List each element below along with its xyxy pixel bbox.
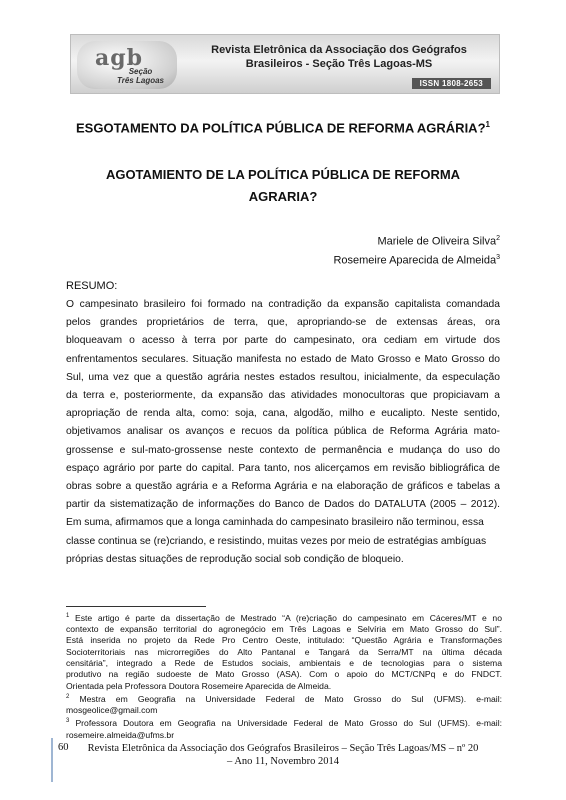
- footnote-email[interactable]: mosgeolice@gmail.com: [66, 705, 158, 716]
- footnote-email[interactable]: rosemeire.almeida@ufms.br: [66, 729, 175, 740]
- logo-mark: agb: [95, 45, 144, 71]
- footnote-line: $^1$ Este artigo é parte da dissertação de Mestrado “A (re)criação do campesinato em Cáceres/MT e no: [66, 612, 502, 623]
- authors: [333, 231, 500, 268]
- abstract-line: partir da sistematização de informações do Banco de Dados do DATALUTA (2005 – 2012).: [66, 499, 500, 511]
- abstract-body: [66, 296, 500, 569]
- footnote-line: $^2$ Mestra em Geografia na Universidade Federal de Mato Grosso do Sul (UFMS). e-mail:: [66, 693, 502, 704]
- abstract-line: espaço agrário por parte do capital. Para tanto, nos alicerçamos em revisão bibliográfica de: [66, 462, 500, 474]
- abstract-line: da terra e, posteriormente, da expansão das atividades monocultoras que propiciavam a: [66, 390, 500, 402]
- footnote-line: produtivo na região sudoeste de Mato Grosso (ASA). Com o apoio do MCT/CNPq e do FNDCT.: [66, 669, 502, 680]
- abstract-line: O campesinato brasileiro foi formado na contradição da expansão capitalista comandada: [66, 299, 500, 310]
- abstract-line: apropriação de renda alta, como: soja, cana, algodão, milho e eucalipto. Neste sentido,: [66, 408, 500, 420]
- footnote-line: contexto de expansão territorial do agronegócio em Três Lagoas e Selvíria em Mato Grosso do Sul”.: [66, 624, 502, 635]
- abstract-line: obras sobre a questão agrária e a Reforma Agrária e na elaboração de gráficos e tabelas a: [66, 481, 500, 493]
- page-number: 60: [58, 742, 69, 753]
- footnotes: [66, 611, 502, 741]
- footnote-separator: [66, 606, 206, 607]
- abstract-line: enfrentamentos seculares. Situação manifesta no estado de Mato Grosso e Mato Grosso do: [66, 353, 500, 365]
- author-2: Rosemeire Aparecida de Almeida$^3$: [333, 253, 500, 267]
- footer-accent-bar: [51, 738, 53, 782]
- author-1: Mariele de Oliveira Silva$^2$: [377, 235, 500, 248]
- footnote-line: Socioterritoriais nas microrregiões do Alto Pantanal e Tangará da Serra/MT na última década: [66, 646, 502, 657]
- abstract-heading: RESUMO:: [66, 280, 118, 292]
- journal-title: Revista Eletrônica da Associação dos Geógrafos Brasileiros - Seção Três Lagoas-MS: [211, 44, 467, 70]
- abstract-line: grossense e sul-mato-grossense neste contexto de permanência e mudança do uso do: [66, 444, 500, 456]
- running-footer: Revista Eletrônica da Associação dos Geógrafos Brasileiros – Seção Três Lagoas/MS – nº 20 – Ano 11, Novembro 2014: [87, 743, 479, 767]
- abstract-line: pelos grandes proprietários de terra, que, apropriando-se de extensas áreas, ora: [66, 317, 500, 329]
- footnote-line: censitária”, integrado a Rede de Estudos sociais, ambientais e de tecnologias para o sistema: [66, 658, 502, 669]
- logo-subtitle: Seção Três Lagoas: [117, 67, 164, 85]
- abstract-line: Sul, uma vez que a questão agrária nestes estados resultou, inicialmente, da especulação: [66, 371, 500, 383]
- abstract-line: Em suma, afirmamos que a longa caminhada do campesinato brasileiro não terminou, essa: [66, 517, 484, 529]
- abstract-line: próprias destas situações de reprodução social sob condição de bloqueio.: [66, 553, 404, 565]
- footnote-ref-1: 1: [485, 120, 490, 129]
- abstract-line: objetivamos analisar os avanços e recuos da política pública de Reforma Agrária mato-: [66, 426, 500, 438]
- footnote-line: Está inserida no projeto da Rede Pro Centro Oeste, intitulado: “Questão Agrária e Transformações: [66, 635, 502, 646]
- journal-banner: [70, 34, 500, 94]
- issn-badge: ISSN 1808-2653: [412, 78, 491, 89]
- abstract-line: bloqueavam o acesso à terra por parte do campesinato, ora cediam em virtude dos: [66, 335, 500, 347]
- article-title-pt: ESGOTAMENTO DA POLÍTICA PÚBLICA DE REFORMA AGRÁRIA?$^1$: [76, 120, 490, 136]
- abstract-line: classe continua se (re)criando, e resistindo, muitas vezes por meio de estratégias ambíguas: [66, 535, 487, 547]
- footnote-line: Orientada pela Professora Doutora Rosemeire Aparecida de Almeida.: [66, 680, 332, 691]
- article-title-es: AGOTAMIENTO DE LA POLÍTICA PÚBLICA DE REFORMA AGRARIA?: [105, 167, 461, 204]
- footnote-line: $^3$ Professora Doutora em Geografia na Universidade Federal de Mato Grosso do Sul (UFMS). e-mail:: [66, 718, 502, 729]
- agb-logo: [77, 41, 177, 89]
